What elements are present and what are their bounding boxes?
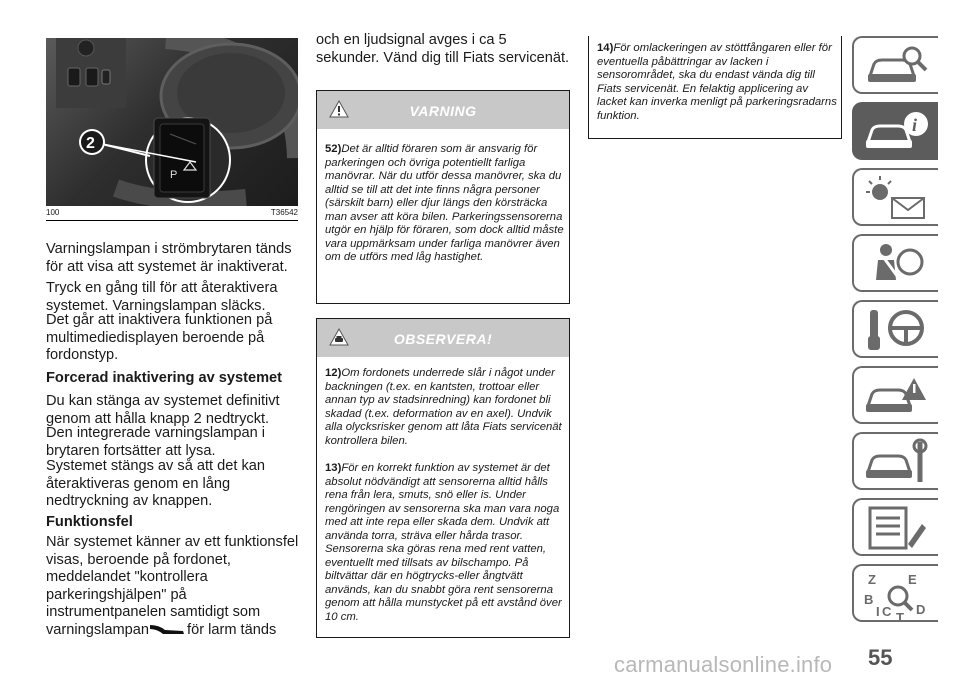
figure-number: 100 — [46, 208, 60, 217]
tab-starting-driving[interactable] — [852, 300, 938, 358]
index-letter: T — [896, 610, 904, 622]
index-letter: C — [882, 604, 892, 619]
tab-info-current[interactable] — [852, 102, 938, 160]
figure-caption — [46, 206, 298, 221]
index-letter: D — [916, 602, 926, 617]
observe-box — [316, 318, 570, 638]
paragraph: Systemet stängs av så att det kan återaktiveras genom en lång nedtryckning av knappen. — [46, 458, 266, 509]
warning-lights-icon — [864, 174, 930, 222]
steering-wheel-illustration — [46, 38, 298, 206]
warning-title: VARNING — [409, 103, 477, 119]
car-info-icon — [864, 108, 930, 156]
index-letter: Z — [868, 572, 876, 587]
car-search-icon — [864, 42, 930, 90]
note-text: För omlackeringen av stöttfångaren eller för eventuella påbättringar av lacken i sensorområdet, ska du endast vända dig till Fiats servicenät. En felaktig applicering av lacket kan inverka menligt på parkeringsradarns funktion. — [597, 42, 837, 122]
warning-box — [316, 90, 570, 304]
tab-warning-lights[interactable] — [852, 168, 938, 226]
warning-box-header — [317, 91, 569, 130]
note-number: 12) — [325, 367, 342, 379]
paragraph: Varningslampan i strömbrytaren tänds för att visa att systemet är inaktiverat. — [46, 241, 292, 275]
paragraph: och en ljudsignal avges i ca 5 sekunder. Vänd dig till Fiats servicenät. — [316, 32, 570, 66]
index-letter: B — [864, 592, 874, 607]
observe-note-13 — [325, 462, 565, 624]
observe-note-12 — [325, 367, 565, 448]
note-text: Det är alltid föraren som är ansvarig för parkeringen och övriga potentiellt farliga manövrar. När du utför dessa manövrer, ska du alltid se till att det inte finns några personer (särskilt barn) eller djur längs den körsträcka man avser att köra bilen. Parkeringssensorerna utgör en hjälp för föraren, som dock alltid måste vara uppmärksam under farliga manövrer även om de utförs med låg hastighet. — [325, 143, 564, 263]
paragraph: Tryck en gång till för att återaktivera systemet. Varningslampan släcks. — [46, 280, 278, 314]
paragraph — [46, 534, 304, 639]
tab-getting-to-know[interactable] — [852, 36, 938, 94]
svg-text:i: i — [912, 115, 918, 135]
index-search-icon — [864, 570, 930, 622]
parking-sensor-warning-icon — [149, 623, 185, 635]
key-steering-wheel-icon — [864, 306, 930, 354]
section-heading: Funktionsfel — [46, 514, 133, 530]
index-letter: E — [908, 572, 917, 587]
warning-note — [325, 143, 565, 265]
note-box — [588, 36, 842, 139]
technical-data-icon — [864, 504, 930, 552]
page-number: 55 — [868, 645, 893, 670]
observe-box-header — [317, 319, 569, 358]
paragraph: Du kan stänga av systemet definitivt genom att hålla knapp 2 nedtryckt. — [46, 393, 280, 427]
note-text: Om fordonets underrede slår i något under backningen (t.ex. en kantsten, trottoar eller annan typ av stadsinredning) kan fordonet bli skadad (t.ex. deformation av en axel). Undvik alla olycksrisker genom att låta Fiats servicenät kontrollera bilen. — [325, 367, 562, 447]
paragraph-text: för larm tänds — [187, 621, 277, 638]
tab-index[interactable] — [852, 564, 938, 622]
button-label: P — [170, 169, 178, 181]
paragraph-text: När systemet känner av ett funktionsfel visas, beroende på fordonet, meddelandet "kontrollera parkeringshjälpen" på instrumentpanelen samtidigt som varningslampan — [46, 534, 299, 638]
note-number: 52) — [325, 143, 342, 155]
callout-number: 2 — [86, 135, 95, 152]
note-number: 13) — [325, 462, 342, 474]
observe-title: OBSERVERA! — [393, 331, 493, 347]
dashboard-photo — [46, 38, 298, 206]
watermark: carmanualsonline.info — [614, 652, 833, 677]
index-letter: I — [876, 604, 880, 619]
note-text: För en korrekt funktion av systemet är det absolut nödvändigt att sensorerna alltid hålls rena från lera, smuts, snö eller is. Under rengöringen av sensorerna ska man vara noga med att inte repa eller skada dem. Undvik att använda torra, sträva eller hårda trasor. Sensorerna ska göras rena med rent vatten, eventuellt med tillsats av bilschampo. På biltvättar där en högtrycks-eller ångtvätt används, kan du snabbt göra rent sensorerna genom att hålla munstycket på ett avstånd över 10 cm. — [325, 462, 562, 623]
tab-safety[interactable] — [852, 234, 938, 292]
tab-maintenance[interactable] — [852, 432, 938, 490]
section-heading: Forcerad inaktivering av systemet — [46, 370, 283, 386]
tab-emergency[interactable] — [852, 366, 938, 424]
car-maintenance-icon — [864, 438, 930, 486]
note-14 — [597, 42, 839, 123]
tab-technical-data[interactable] — [852, 498, 938, 556]
paragraph: Den integrerade varningslampan i brytaren fortsätter att lysa. — [46, 425, 266, 459]
car-breakdown-icon — [864, 372, 930, 420]
figure-code: T36542 — [270, 208, 298, 217]
paragraph: Det går att inaktivera funktionen på multimediedisplayen beroende på fordonstyp. — [46, 312, 273, 363]
note-number: 14) — [597, 42, 614, 54]
airbag-safety-icon — [864, 240, 930, 288]
